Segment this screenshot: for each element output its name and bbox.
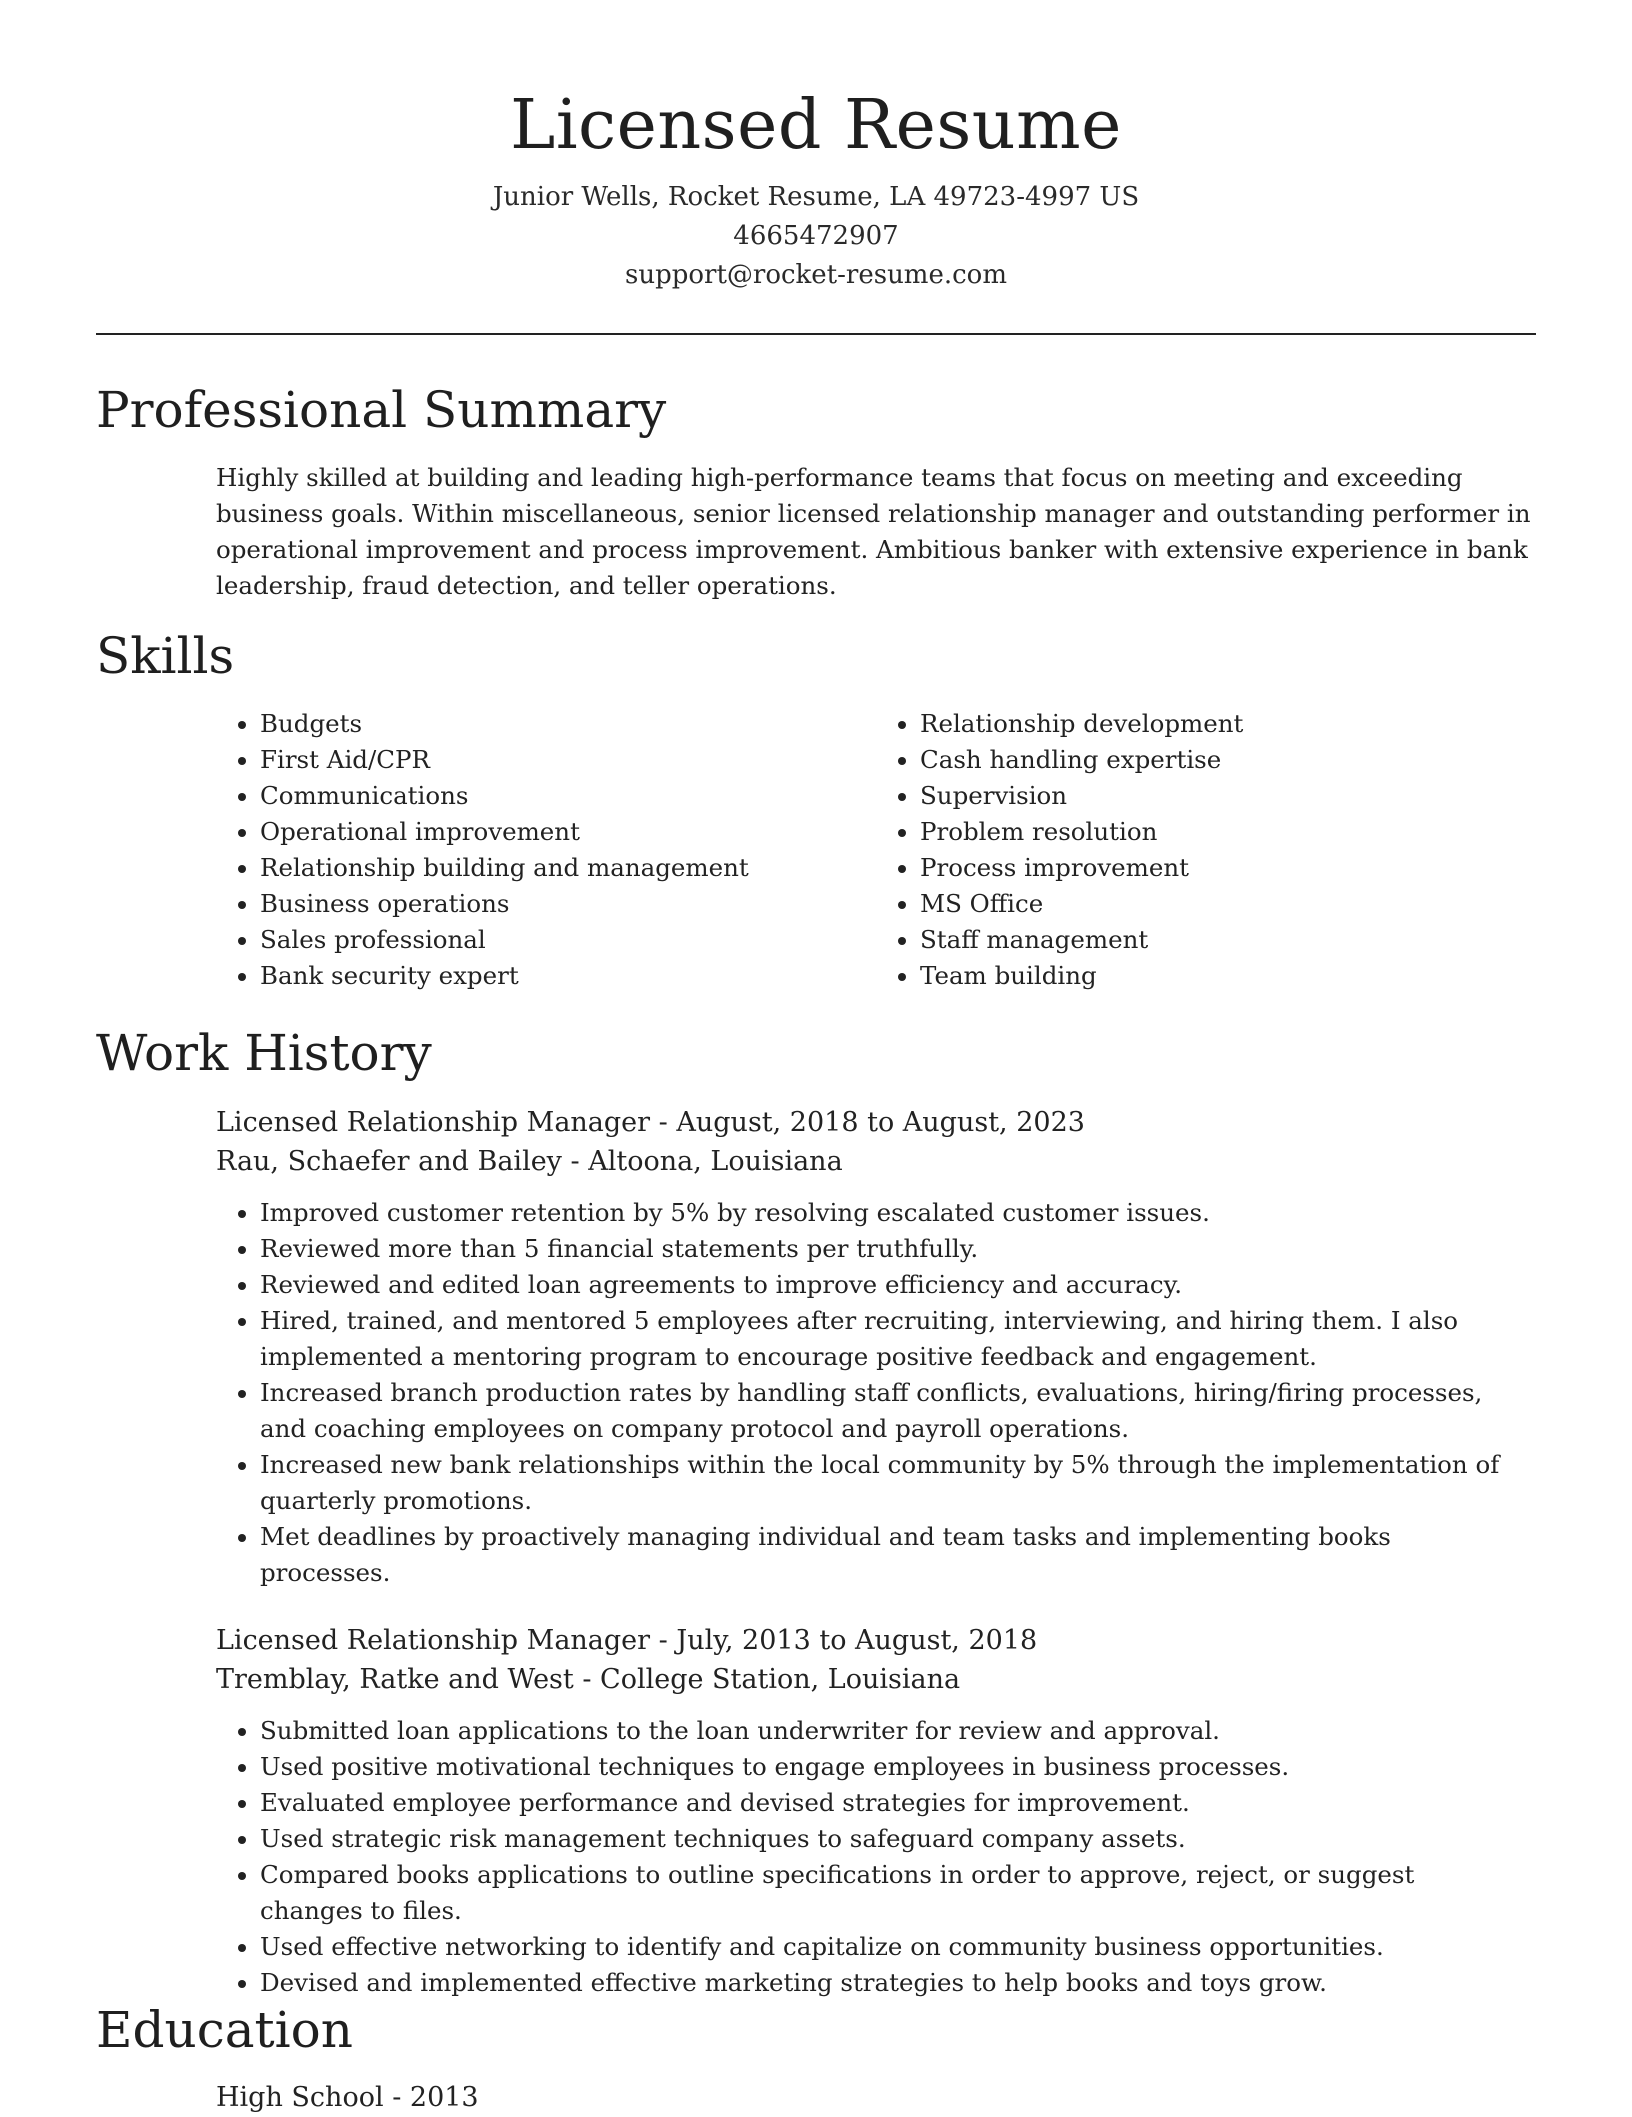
job-location: - Altoona, Louisiana (570, 1146, 843, 1177)
contact-phone: 4665472907 (733, 221, 899, 251)
job-bullet: • Met deadlines by proactively managing individual and team tasks and implementing books processes. (260, 1519, 1516, 1591)
skill-item: • Cash handling expertise (920, 742, 1536, 778)
job-company: Tremblay, Ratke and West (216, 1664, 574, 1695)
skill-item: • Business operations (260, 886, 876, 922)
job-bullet: • Used positive motivational techniques to engage employees in business processes. (260, 1749, 1516, 1785)
skill-item: • Budgets (260, 706, 876, 742)
job-bullet: • Used effective networking to identify and capitalize on community business opportunities. (260, 1929, 1516, 1965)
contact-email: support@rocket-resume.com (624, 260, 1007, 290)
job-bullet: • Increased branch production rates by handling staff conflicts, evaluations, hiring/firing processes, and coaching employees on company protocol and payroll operations. (260, 1375, 1516, 1447)
job-title: Licensed Relationship Manager (216, 1625, 651, 1656)
summary-text: Highly skilled at building and leading high-performance teams that focus on meeting and exceeding business goals. Within miscellaneous, senior licensed relationship manager and outstanding performer in operational improvement and process improvement. Ambitious banker with extensive experience in bank leadership, fraud detection, and teller operations. (216, 463, 1531, 600)
skills-list-right (876, 706, 1536, 994)
skills-list-left (216, 706, 876, 994)
header-divider (96, 333, 1536, 335)
work-history-heading: Work History (96, 1024, 432, 1082)
job-title-line (216, 1103, 1536, 1142)
job-dates: - July, 2013 to August, 2018 (658, 1625, 1038, 1656)
job-company-line (216, 1660, 1536, 1699)
job-bullet: • Used strategic risk management techniques to safeguard company assets. (260, 1821, 1516, 1857)
education-entry (216, 2078, 1536, 2117)
skill-item: • MS Office (920, 886, 1536, 922)
job-bullets (96, 1713, 1516, 2001)
education-degree: High School (216, 2082, 384, 2113)
skill-item: • Communications (260, 778, 876, 814)
skill-item: • Relationship building and management (260, 850, 876, 886)
skill-item: • Team building (920, 958, 1536, 994)
resume-title: Licensed Resume (510, 86, 1122, 165)
job-bullet: • Reviewed more than 5 financial statements per truthfully. (260, 1231, 1516, 1267)
skill-item: • Operational improvement (260, 814, 876, 850)
skill-item: • First Aid/CPR (260, 742, 876, 778)
contact-info (96, 178, 1536, 295)
job-bullet: • Evaluated employee performance and devised strategies for improvement. (260, 1785, 1516, 1821)
job-bullet: • Improved customer retention by 5% by resolving escalated customer issues. (260, 1195, 1516, 1231)
job-entry (216, 1621, 1536, 2001)
job-bullet: • Reviewed and edited loan agreements to improve efficiency and accuracy. (260, 1267, 1516, 1303)
job-location: - College Station, Louisiana (582, 1664, 961, 1695)
resume-header (96, 0, 1536, 335)
skill-item: • Process improvement (920, 850, 1536, 886)
skill-item: • Relationship development (920, 706, 1536, 742)
education-heading: Education (96, 2001, 353, 2059)
job-bullet: • Hired, trained, and mentored 5 employees after recruiting, interviewing, and hiring them. I also implemented a mentoring program to encourage positive feedback and engagement. (260, 1303, 1516, 1375)
resume-page (96, 0, 1536, 2113)
skills-section (96, 626, 1536, 994)
skill-item: • Sales professional (260, 922, 876, 958)
skills-heading: Skills (96, 627, 235, 685)
summary-section (96, 380, 1536, 604)
work-history-section (96, 1023, 1536, 2001)
skill-item: • Bank security expert (260, 958, 876, 994)
contact-address: Junior Wells, Rocket Resume, LA 49723-4997 US (492, 182, 1140, 212)
education-year: - 2013 (392, 2082, 479, 2113)
job-company-line (216, 1142, 1536, 1181)
job-bullets (96, 1195, 1516, 1591)
skills-columns (216, 706, 1536, 994)
job-bullet: • Devised and implemented effective marketing strategies to help books and toys grow. (260, 1965, 1516, 2001)
job-title-line (216, 1621, 1536, 1660)
summary-heading: Professional Summary (96, 381, 667, 439)
skill-item: • Problem resolution (920, 814, 1536, 850)
education-section (96, 2000, 1536, 2117)
skill-item: • Staff management (920, 922, 1536, 958)
job-dates: - August, 2018 to August, 2023 (658, 1107, 1085, 1138)
skill-item: • Supervision (920, 778, 1536, 814)
job-bullet: • Compared books applications to outline specifications in order to approve, reject, or suggest changes to files. (260, 1857, 1516, 1929)
job-company: Rau, Schaefer and Bailey (216, 1146, 562, 1177)
job-bullet: • Increased new bank relationships within the local community by 5% through the implementation of quarterly promotions. (260, 1447, 1516, 1519)
job-bullet: • Submitted loan applications to the loan underwriter for review and approval. (260, 1713, 1516, 1749)
job-entry (216, 1103, 1536, 1591)
job-title: Licensed Relationship Manager (216, 1107, 651, 1138)
